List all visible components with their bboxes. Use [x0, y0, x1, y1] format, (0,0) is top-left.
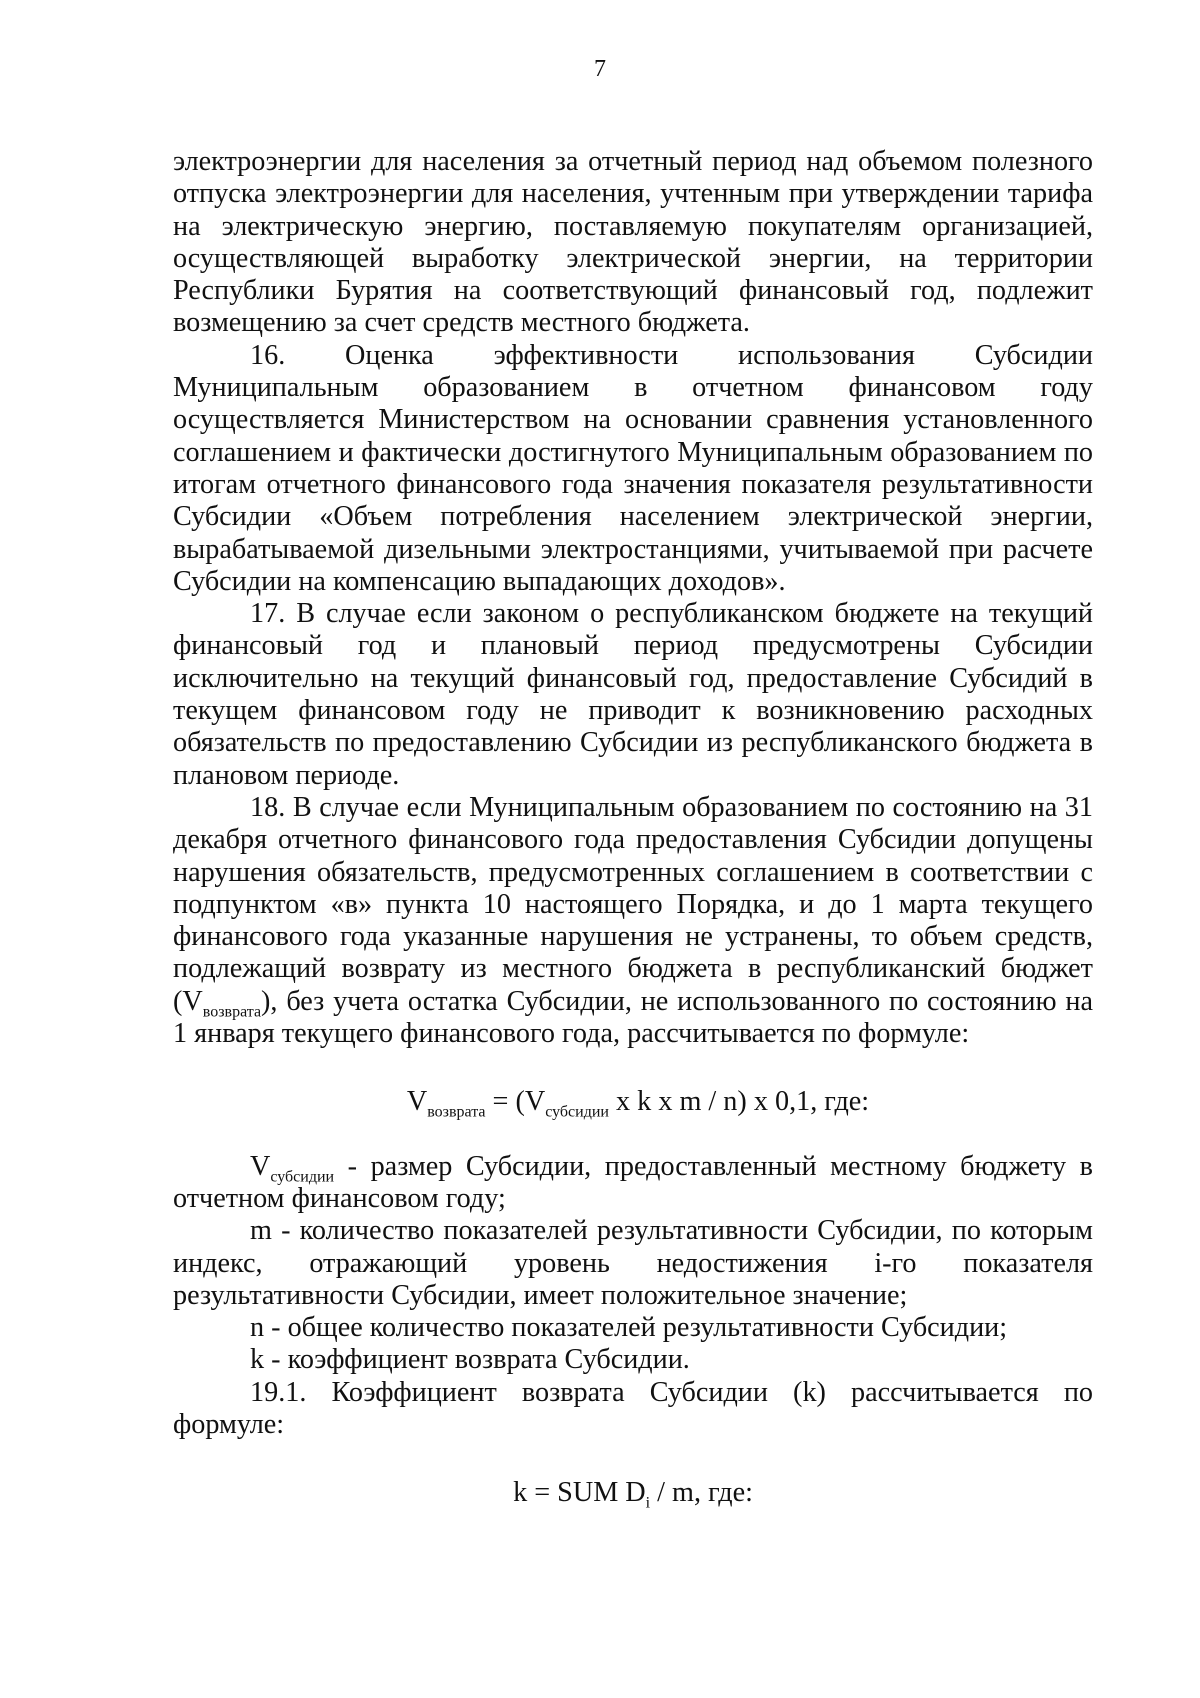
paragraph-18-text-b: ), без учета остатка Субсидии, не использованного по состоянию на 1 января текущего финансового года, рассчитывается по формуле: — [173, 985, 1093, 1050]
document-body — [173, 146, 1093, 1510]
definition-v-text: - размер Субсидии, предоставленный местному бюджету в отчетном финансовом году; — [173, 1150, 1093, 1214]
formula-k — [173, 1477, 1093, 1512]
definition-n: n - общее количество показателей результативности Субсидии; — [250, 1312, 1008, 1344]
formula-vs-subscript: субсидии — [545, 1103, 609, 1121]
formula-k-left: k = SUM D — [513, 1477, 646, 1509]
paragraph-18-subscript: возврата — [202, 1003, 262, 1021]
page-number: 7 — [594, 56, 606, 82]
paragraph-19-1: 19.1. Коэффициент возврата Субсидии (k) рассчитывается по формуле: — [173, 1376, 1093, 1440]
definition-v-subsidy — [173, 1151, 1093, 1216]
definition-m: m - количество показателей результативности Субсидии, по которым индекс, отражающий уровень недостижения i-го показателя результативности Субсидии, имеет положительное значение; — [173, 1215, 1093, 1311]
paragraph-continuation: электроэнергии для населения за отчетный период над объемом полезного отпуска электроэнергии для населения, учтенным при утверждении тарифа на электрическую энергию, поставляемую покупателям организацией, осуществляющей выработку электрической энергии, на территории Республики Бурятия на соответствующий финансовый год, подлежит возмещению за счет средств местного бюджета. — [173, 146, 1093, 339]
formula-k-subscript: i — [645, 1494, 651, 1512]
definition-v-symbol: V — [250, 1150, 271, 1182]
formula-rest: x k x m / n) x 0,1, где: — [608, 1086, 870, 1118]
formula-equals-open: = (V — [485, 1086, 546, 1118]
paragraph-18-text-a: 18. В случае если Муниципальным образованием по состоянию на 31 декабря отчетного финансового года предоставления Субсидии допущены нарушения обязательств, предусмотренных соглашением в соответствии с подпунктом «в» пункта 10 настоящего Порядка, и до 1 марта текущего финансового года указанные нарушения не устранены, то объем средств, подлежащий возврату из местного бюджета в республиканский бюджет (V — [173, 791, 1093, 1017]
definition-k: k - коэффициент возврата Субсидии. — [250, 1344, 690, 1376]
paragraph-17: 17. В случае если законом о республиканском бюджете на текущий финансовый год и плановый период предусмотрены Субсидии исключительно на текущий финансовый год, предоставление Субсидий в текущем финансовом году не приводит к возникновению расходных обязательств по предоставлению Субсидии из республиканского бюджета в плановом периоде. — [173, 598, 1093, 791]
paragraph-16: 16. Оценка эффективности использования Субсидии Муниципальным образованием в отчетном финансовом году осуществляется Министерством на основании сравнения установленного соглашением и фактически достигнутого Муниципальным образованием по итогам отчетного финансового года значения показателя результативности Субсидии «Объем потребления населением электрической энергии, вырабатываемой дизельными электростанциями, учитываемой при расчете Субсидии на компенсацию выпадающих доходов». — [173, 339, 1093, 597]
formula-v-return — [173, 1086, 1093, 1121]
formula-v-subscript: возврата — [427, 1103, 486, 1121]
definition-v-subscript: субсидии — [270, 1168, 335, 1186]
formula-k-rest: / m, где: — [650, 1477, 753, 1509]
paragraph-18 — [173, 792, 1093, 1050]
formula-v-symbol: V — [406, 1086, 428, 1118]
